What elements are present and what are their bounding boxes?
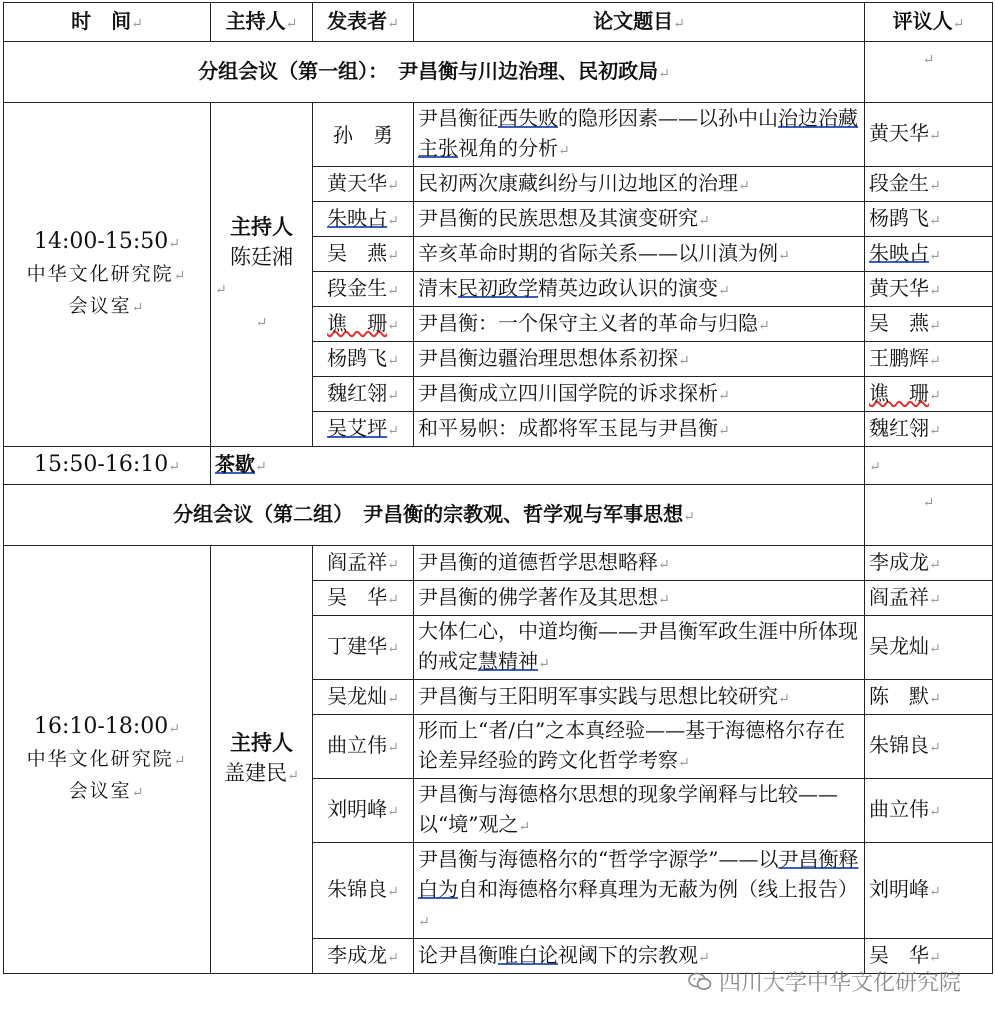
reviewer: 吴龙灿 ↵ <box>865 616 993 680</box>
watermark <box>687 966 961 997</box>
break-label: 茶歇 ↵ <box>211 447 865 485</box>
paper-title: 尹昌衡的道德哲学思想略释 ↵ <box>414 546 865 581</box>
presenter: 朱锦良 ↵ <box>313 843 414 939</box>
header-title: 论文题目 ↵ <box>414 3 865 42</box>
header-reviewer: 评议人 ↵ <box>865 3 993 42</box>
paper-title: 辛亥革命时期的省际关系——以川滇为例 ↵ <box>414 237 865 272</box>
reviewer: 刘明峰 ↵ <box>865 843 993 939</box>
reviewer: 李成龙 ↵ <box>865 546 993 581</box>
group2-time-cell: 16:10-18:00 ↵ 中华文化研究院 ↵ 会议室 ↵ <box>4 546 211 974</box>
presenter: 丁建华 ↵ <box>313 616 414 680</box>
reviewer: 段金生 ↵ <box>865 167 993 202</box>
presenter: 刘明峰 ↵ <box>313 779 414 843</box>
presenter: 谯 珊 ↵ <box>313 307 414 342</box>
reviewer: 曲立伟 ↵ <box>865 779 993 843</box>
reviewer: 黄天华 ↵ <box>865 103 993 167</box>
group1-heading: 分组会议（第一组）： 尹昌衡与川边治理、民初政局 ↵ <box>4 42 865 103</box>
wechat-icon <box>687 969 713 995</box>
empty-cell <box>865 485 993 546</box>
paper-title: 尹昌衡边疆治理思想体系初探 ↵ <box>414 342 865 377</box>
paper-title: 尹昌衡成立四川国学院的诉求探析 ↵ <box>414 377 865 412</box>
reviewer: 黄天华 ↵ <box>865 272 993 307</box>
paper-title: 尹昌衡的佛学著作及其思想 ↵ <box>414 581 865 616</box>
empty-cell <box>865 447 993 485</box>
paper-title: 尹昌衡与海德格尔的“哲学字源学”——以尹昌衡释白为自和海德格尔释真理为无蔽为例（线上报告） ↵ <box>414 843 865 939</box>
table-row <box>4 103 993 167</box>
paper-title: 论尹昌衡唯白论视阈下的宗教观 ↵ <box>414 939 865 974</box>
paper-title: 尹昌衡与王阳明军事实践与思想比较研究 ↵ <box>414 680 865 715</box>
conference-schedule-table <box>3 2 993 974</box>
presenter: 黄天华 ↵ <box>313 167 414 202</box>
reviewer: 吴 燕 ↵ <box>865 307 993 342</box>
group1-time-cell: 14:00-15:50 ↵ 中华文化研究院 ↵ 会议室 ↵ <box>4 103 211 447</box>
paper-title: 尹昌衡征西失败的隐形因素——以孙中山治边治藏主张视角的分析 ↵ <box>414 103 865 167</box>
paper-title: 尹昌衡的民族思想及其演变研究 ↵ <box>414 202 865 237</box>
reviewer: 杨鹍飞 ↵ <box>865 202 993 237</box>
presenter: 李成龙 ↵ <box>313 939 414 974</box>
reviewer: 谯 珊 ↵ <box>865 377 993 412</box>
reviewer: 朱锦良 ↵ <box>865 715 993 779</box>
header-row <box>4 3 993 42</box>
break-row <box>4 447 993 485</box>
presenter: 吴艾坪 ↵ <box>313 412 414 447</box>
presenter: 阎孟祥 ↵ <box>313 546 414 581</box>
paper-title: 形而上“者/白”之本真经验——基于海德格尔存在论差异经验的跨文化哲学考察 ↵ <box>414 715 865 779</box>
empty-cell <box>865 42 993 103</box>
presenter: 吴龙灿 ↵ <box>313 680 414 715</box>
reviewer: 魏红翎 ↵ <box>865 412 993 447</box>
presenter: 段金生 ↵ <box>313 272 414 307</box>
paper-title: 尹昌衡：一个保守主义者的革命与归隐 ↵ <box>414 307 865 342</box>
reviewer: 王鹏辉 ↵ <box>865 342 993 377</box>
paper-title: 尹昌衡与海德格尔思想的现象学阐释与比较——以“境”观之 ↵ <box>414 779 865 843</box>
group2-heading: 分组会议（第二组） 尹昌衡的宗教观、哲学观与军事思想 ↵ <box>4 485 865 546</box>
header-host: 主持人 ↵ <box>211 3 313 42</box>
group2-heading-row <box>4 485 993 546</box>
presenter: 吴 华 ↵ <box>313 581 414 616</box>
group2-host-cell: 主持人 盖建民 ↵ <box>211 546 313 974</box>
paper-title: 清末民初政学精英边政认识的演变 ↵ <box>414 272 865 307</box>
paper-title: 和平易帜：成都将军玉昆与尹昌衡 ↵ <box>414 412 865 447</box>
presenter: 孙 勇 <box>313 103 414 167</box>
reviewer: 朱映占 ↵ <box>865 237 993 272</box>
group1-host-cell: 主持人 陈廷湘 ↵ ↵ <box>211 103 313 447</box>
presenter: 杨鹍飞 ↵ <box>313 342 414 377</box>
presenter: 吴 燕 ↵ <box>313 237 414 272</box>
break-time: 15:50-16:10 ↵ <box>4 447 211 485</box>
group1-heading-row <box>4 42 993 103</box>
table-row <box>4 546 993 581</box>
paper-title: 民初两次康藏纠纷与川边地区的治理 ↵ <box>414 167 865 202</box>
presenter: 魏红翎 ↵ <box>313 377 414 412</box>
presenter: 曲立伟 ↵ <box>313 715 414 779</box>
reviewer: 阎孟祥 ↵ <box>865 581 993 616</box>
reviewer: 陈 默 ↵ <box>865 680 993 715</box>
header-time: 时 间 ↵ <box>4 3 211 42</box>
watermark-text: 四川大学中华文化研究院 <box>718 971 961 996</box>
presenter: 朱映占 ↵ <box>313 202 414 237</box>
paper-title: 大体仁心，中道均衡——尹昌衡军政生涯中所体现的戒定慧精神 ↵ <box>414 616 865 680</box>
reviewer: 吴 华 ↵ <box>865 939 993 974</box>
header-presenter: 发表者 ↵ <box>313 3 414 42</box>
